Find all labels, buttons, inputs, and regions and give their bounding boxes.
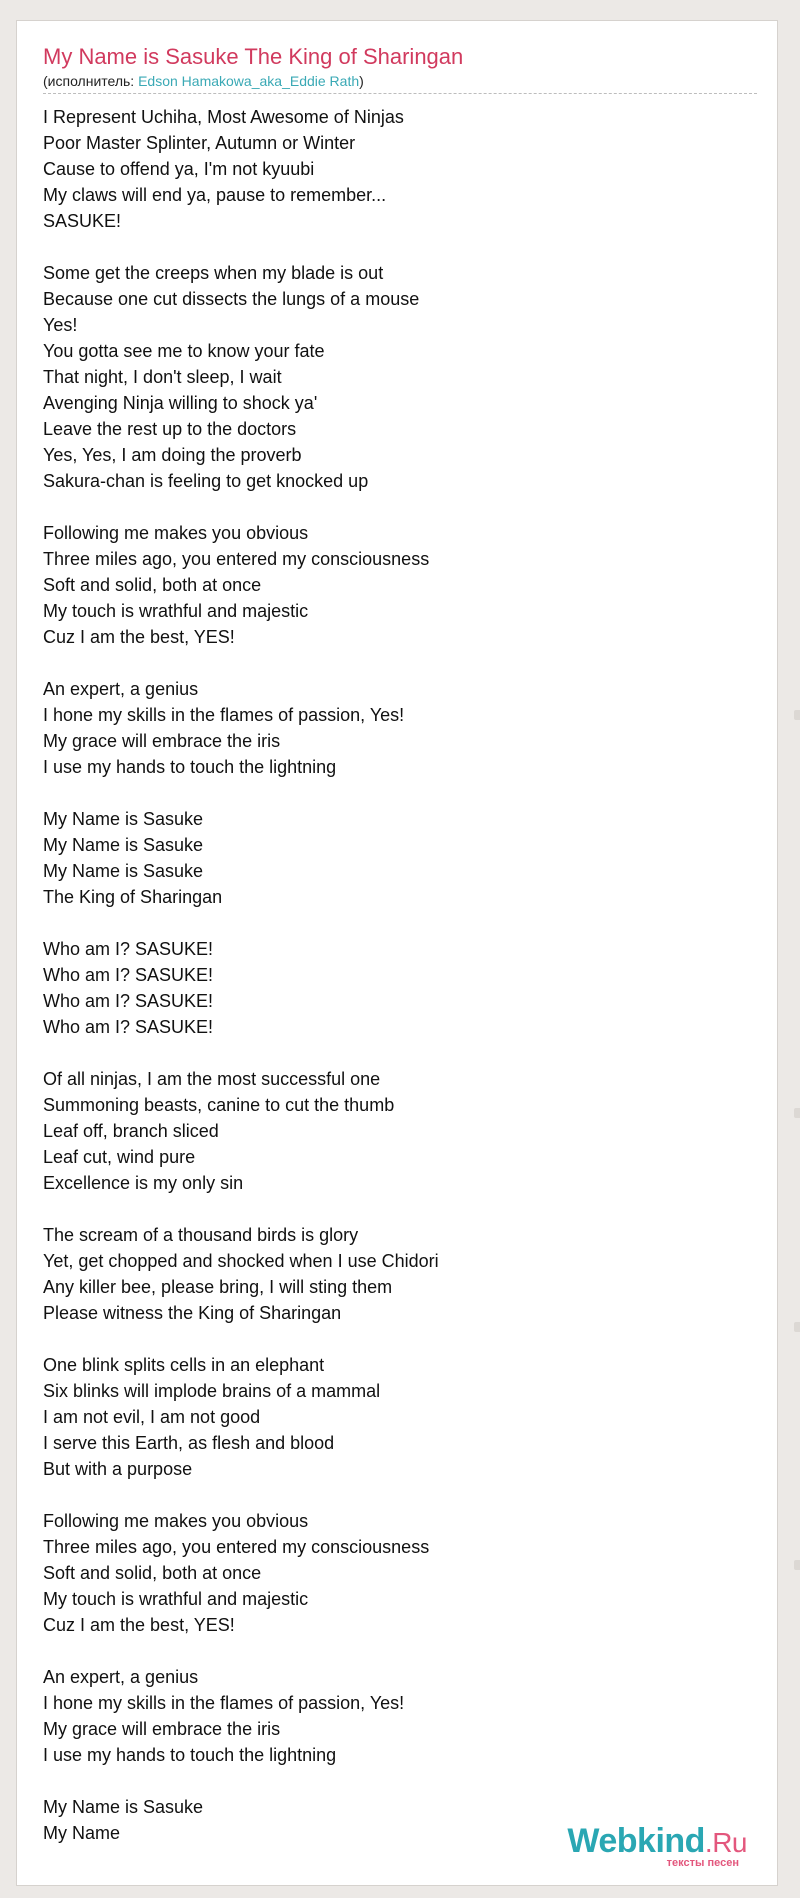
lyrics-line: My Name is Sasuke (43, 835, 204, 855)
lyrics-stanza (43, 1222, 757, 1326)
edge-mark (794, 1322, 800, 1332)
lyrics-line: I Represent Uchiha, Most Awesome of Ninjas (43, 107, 404, 127)
lyrics-line: Yet, get chopped and shocked when I use Chidori (43, 1251, 439, 1271)
lyrics-line: My touch is wrathful and majestic (43, 601, 309, 621)
lyrics-line: Who am I? SASUKE! (43, 1017, 214, 1037)
edge-mark (794, 1108, 800, 1118)
lyrics-line: My Name is Sasuke (43, 809, 204, 829)
artist-suffix: ) (359, 73, 364, 89)
lyrics-stanza (43, 1664, 757, 1768)
lyrics-line: Cuz I am the best, YES! (43, 1615, 235, 1635)
lyrics-line: Any killer bee, please bring, I will sting them (43, 1277, 393, 1297)
lyrics-stanza (43, 260, 757, 494)
lyrics-line: One blink splits cells in an elephant (43, 1355, 325, 1375)
lyrics-stanza (43, 1352, 757, 1482)
lyrics-line: My Name is Sasuke (43, 861, 204, 881)
lyrics-line: I hone my skills in the flames of passion, Yes! (43, 1693, 405, 1713)
lyrics-line: Cause to offend ya, I'm not kyuubi (43, 159, 315, 179)
lyrics-line: Who am I? SASUKE! (43, 991, 214, 1011)
lyrics-stanza (43, 1508, 757, 1638)
artist-line (43, 72, 757, 90)
song-header (43, 43, 757, 90)
lyrics-stanza (43, 676, 757, 780)
lyrics-line: Leave the rest up to the doctors (43, 419, 297, 439)
lyrics-line: Yes, Yes, I am doing the proverb (43, 445, 302, 465)
lyrics-line: Excellence is my only sin (43, 1173, 244, 1193)
lyrics-line: I am not evil, I am not good (43, 1407, 261, 1427)
lyrics-line: Because one cut dissects the lungs of a mouse (43, 289, 420, 309)
lyrics-line: My Name (43, 1823, 121, 1843)
lyrics-line: The scream of a thousand birds is glory (43, 1225, 359, 1245)
lyrics-line: Yes! (43, 315, 78, 335)
lyrics-line: Cuz I am the best, YES! (43, 627, 235, 647)
lyrics-line: Following me makes you obvious (43, 1511, 309, 1531)
lyrics-line: My Name is Sasuke (43, 1797, 204, 1817)
lyrics-line: You gotta see me to know your fate (43, 341, 325, 361)
lyrics-line: Who am I? SASUKE! (43, 965, 214, 985)
artist-prefix: (исполнитель: (43, 73, 139, 89)
lyrics-line: Please witness the King of Sharingan (43, 1303, 342, 1323)
lyrics-line: Soft and solid, both at once (43, 575, 262, 595)
lyrics-stanza (43, 1066, 757, 1196)
lyrics-stanza (43, 806, 757, 910)
lyrics-line: Leaf cut, wind pure (43, 1147, 196, 1167)
lyrics-line: Who am I? SASUKE! (43, 939, 214, 959)
lyrics-line: Sakura-chan is feeling to get knocked up (43, 471, 369, 491)
lyrics-line: My grace will embrace the iris (43, 1719, 281, 1739)
lyrics-line: Following me makes you obvious (43, 523, 309, 543)
webkind-logo[interactable] (557, 1821, 747, 1871)
lyrics-line: An expert, a genius (43, 1667, 199, 1687)
lyrics-line: Of all ninjas, I am the most successful one (43, 1069, 381, 1089)
lyrics-line: My claws will end ya, pause to remember... (43, 185, 387, 205)
lyrics-line: But with a purpose (43, 1459, 193, 1479)
lyrics-line: I use my hands to touch the lightning (43, 757, 337, 777)
lyrics-body (43, 104, 757, 1872)
lyrics-stanza (43, 936, 757, 1040)
lyrics-line: Some get the creeps when my blade is out (43, 263, 384, 283)
lyrics-line: An expert, a genius (43, 679, 199, 699)
logo-tld: .Ru (704, 1827, 747, 1858)
lyrics-line: Summoning beasts, canine to cut the thumb (43, 1095, 395, 1115)
lyrics-line: SASUKE! (43, 211, 122, 231)
logo-word: Webkind (567, 1822, 705, 1860)
lyrics-line: I use my hands to touch the lightning (43, 1745, 337, 1765)
edge-mark (794, 710, 800, 720)
lyrics-line: Leaf off, branch sliced (43, 1121, 219, 1141)
artist-link[interactable]: Edson Hamakowa_aka_Eddie Rath (138, 73, 360, 89)
lyrics-stanza (43, 520, 757, 650)
lyrics-line: Three miles ago, you entered my consciousness (43, 549, 430, 569)
lyrics-line: My touch is wrathful and majestic (43, 1589, 309, 1609)
lyrics-line: My grace will embrace the iris (43, 731, 281, 751)
lyrics-page (16, 20, 778, 1886)
edge-mark (794, 1560, 800, 1570)
song-title: My Name is Sasuke The King of Sharingan (43, 44, 464, 69)
logo-tagline: тексты песен (666, 1857, 739, 1869)
lyrics-line: Poor Master Splinter, Autumn or Winter (43, 133, 356, 153)
lyrics-line: That night, I don't sleep, I wait (43, 367, 282, 387)
lyrics-line: I serve this Earth, as flesh and blood (43, 1433, 335, 1453)
lyrics-line: Avenging Ninja willing to shock ya' (43, 393, 318, 413)
lyrics-line: Six blinks will implode brains of a mammal (43, 1381, 381, 1401)
lyrics-line: Soft and solid, both at once (43, 1563, 262, 1583)
lyrics-line: I hone my skills in the flames of passion, Yes! (43, 705, 405, 725)
lyrics-line: The King of Sharingan (43, 887, 223, 907)
lyrics-line: Three miles ago, you entered my consciousness (43, 1537, 430, 1557)
header-divider (43, 93, 757, 94)
lyrics-stanza (43, 104, 757, 234)
